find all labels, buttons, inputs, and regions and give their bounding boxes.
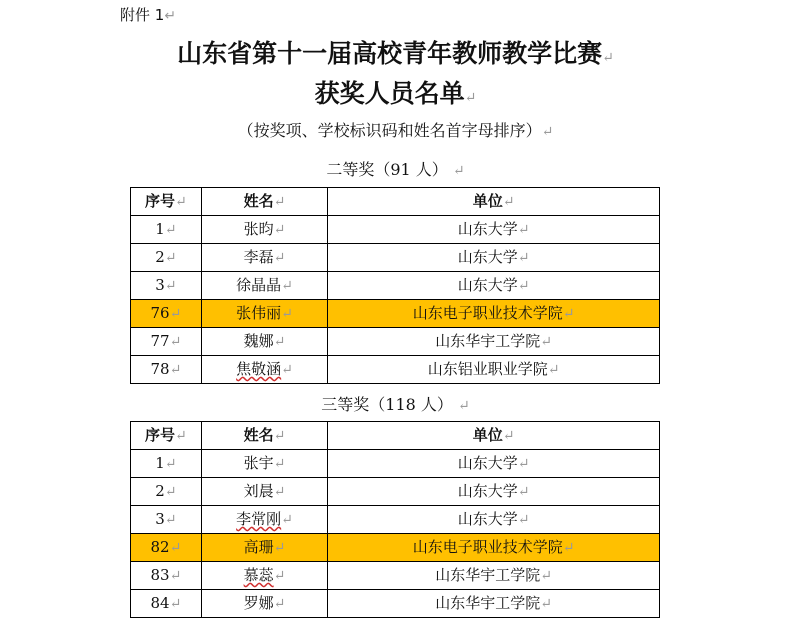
- cell-mark-icon: [274, 250, 286, 266]
- cell-name: [201, 450, 327, 478]
- cell-text: 82: [150, 538, 170, 556]
- cell-text: 山东大学: [457, 510, 518, 528]
- cell-mark-icon: [165, 456, 177, 472]
- cell-name: [201, 272, 327, 300]
- table-row: [131, 328, 660, 356]
- cell-text: 张伟丽: [236, 304, 282, 322]
- cell-name: [201, 534, 327, 562]
- cell-mark-icon: [563, 306, 575, 322]
- cell-mark-icon: [274, 456, 286, 472]
- cell-no: [131, 590, 202, 618]
- cell-mark-icon: [170, 334, 182, 350]
- cell-mark-icon: [274, 596, 286, 612]
- table-row: [131, 216, 660, 244]
- cell-unit: [328, 478, 660, 506]
- cell-mark-icon: [274, 222, 286, 238]
- cell-name: [201, 356, 327, 384]
- cell-name: [201, 506, 327, 534]
- cell-text: 山东华宇工学院: [435, 566, 541, 584]
- cell-text: 山东电子职业技术学院: [412, 304, 563, 322]
- cell-mark-icon: [274, 428, 286, 444]
- cell-mark-icon: [175, 194, 187, 210]
- cell-no: [131, 300, 202, 328]
- table-row: [131, 506, 660, 534]
- cell-text: 3: [155, 276, 165, 294]
- cell-text: 高珊: [243, 538, 274, 556]
- cell-mark-icon: [274, 334, 286, 350]
- third-prize-heading: 三等奖（118 人） ↵: [0, 392, 791, 415]
- cell-no: [131, 478, 202, 506]
- table-row-highlighted: [131, 534, 660, 562]
- cell-mark-icon: [281, 362, 293, 378]
- cell-text: 3: [155, 510, 165, 528]
- header-no: [131, 422, 202, 450]
- table-row-highlighted: [131, 300, 660, 328]
- header-unit: [328, 422, 660, 450]
- cell-mark-icon: [518, 222, 530, 238]
- cell-text: 山东华宇工学院: [435, 594, 541, 612]
- document-title-line2: 获奖人员名单 ↵: [0, 74, 791, 110]
- table-header-row: [131, 422, 660, 450]
- table-row: [131, 590, 660, 618]
- cell-text: 83: [150, 566, 170, 584]
- cell-mark-icon: [518, 456, 530, 472]
- cell-mark-icon: [170, 362, 182, 378]
- cell-unit: [328, 216, 660, 244]
- cell-text: 单位: [472, 426, 503, 444]
- cell-unit: [328, 244, 660, 272]
- cell-text: 山东大学: [457, 454, 518, 472]
- cell-text: 张昀: [243, 220, 274, 238]
- cell-text: 姓名: [243, 192, 274, 210]
- cell-mark-icon: [170, 568, 182, 584]
- cell-text: 山东大学: [457, 482, 518, 500]
- cell-text: 魏娜: [243, 332, 274, 350]
- cell-no: [131, 216, 202, 244]
- cell-unit: [328, 356, 660, 384]
- header-unit: [328, 188, 660, 216]
- cell-unit: [328, 328, 660, 356]
- cell-no: [131, 506, 202, 534]
- cell-text: 山东华宇工学院: [435, 332, 541, 350]
- table-row: [131, 356, 660, 384]
- cell-mark-icon: [274, 194, 286, 210]
- second-prize-table: [130, 187, 660, 384]
- cell-mark-icon: [518, 484, 530, 500]
- header-name: [201, 422, 327, 450]
- cell-text: 山东电子职业技术学院: [412, 538, 563, 556]
- cell-text: 2: [155, 248, 165, 266]
- cell-mark-icon: [274, 484, 286, 500]
- table-header-row: [131, 188, 660, 216]
- cell-mark-icon: [165, 512, 177, 528]
- cell-name: [201, 478, 327, 506]
- cell-no: [131, 328, 202, 356]
- cell-mark-icon: [540, 334, 552, 350]
- cell-mark-icon: [503, 428, 515, 444]
- cell-mark-icon: [281, 512, 293, 528]
- cell-text: 罗娜: [243, 594, 274, 612]
- cell-name: [201, 328, 327, 356]
- cell-no: [131, 450, 202, 478]
- cell-text: 77: [150, 332, 170, 350]
- paragraph-mark-icon: [465, 90, 477, 106]
- header-no: [131, 188, 202, 216]
- sort-note: （按奖项、学校标识码和姓名首字母排序） ↵: [0, 118, 791, 141]
- cell-text: 1: [155, 220, 165, 238]
- cell-no: [131, 534, 202, 562]
- cell-mark-icon: [274, 568, 286, 584]
- paragraph-mark-icon: [458, 398, 470, 414]
- cell-text: 单位: [472, 192, 503, 210]
- cell-text: 84: [150, 594, 170, 612]
- cell-mark-icon: [548, 362, 560, 378]
- cell-name: [201, 244, 327, 272]
- attachment-label: 附件 1 ↵: [120, 4, 176, 25]
- cell-mark-icon: [281, 278, 293, 294]
- cell-text: 山东大学: [457, 220, 518, 238]
- cell-mark-icon: [518, 250, 530, 266]
- cell-no: [131, 562, 202, 590]
- cell-no: [131, 272, 202, 300]
- cell-name: [201, 590, 327, 618]
- cell-text: 序号: [145, 192, 176, 210]
- cell-mark-icon: [170, 596, 182, 612]
- cell-unit: [328, 272, 660, 300]
- cell-mark-icon: [170, 306, 182, 322]
- third-prize-table: [130, 421, 660, 618]
- cell-mark-icon: [518, 512, 530, 528]
- table-row: [131, 478, 660, 506]
- cell-mark-icon: [175, 428, 187, 444]
- cell-text: 序号: [145, 426, 176, 444]
- cell-mark-icon: [165, 484, 177, 500]
- cell-mark-icon: [281, 306, 293, 322]
- cell-mark-icon: [165, 250, 177, 266]
- cell-text: 张宇: [243, 454, 274, 472]
- cell-mark-icon: [274, 540, 286, 556]
- cell-mark-icon: [518, 278, 530, 294]
- cell-mark-icon: [540, 596, 552, 612]
- cell-mark-icon: [165, 278, 177, 294]
- table-row: [131, 562, 660, 590]
- cell-unit: [328, 562, 660, 590]
- table-row: [131, 450, 660, 478]
- cell-text: 李磊: [243, 248, 274, 266]
- cell-text: 慕蕊: [243, 566, 274, 584]
- cell-text: 焦敬涵: [236, 360, 282, 378]
- paragraph-mark-icon: [164, 8, 176, 24]
- table-row: [131, 244, 660, 272]
- cell-unit: [328, 300, 660, 328]
- paragraph-mark-icon: [602, 50, 614, 66]
- cell-text: 刘晨: [243, 482, 274, 500]
- cell-name: [201, 562, 327, 590]
- cell-mark-icon: [563, 540, 575, 556]
- cell-mark-icon: [540, 568, 552, 584]
- cell-text: 山东大学: [457, 276, 518, 294]
- cell-unit: [328, 450, 660, 478]
- cell-text: 徐晶晶: [236, 276, 282, 294]
- paragraph-mark-icon: [542, 124, 554, 140]
- paragraph-mark-icon: [453, 163, 465, 179]
- cell-name: [201, 300, 327, 328]
- cell-text: 山东铝业职业学院: [427, 360, 548, 378]
- cell-no: [131, 244, 202, 272]
- cell-no: [131, 356, 202, 384]
- document-title-line1: 山东省第十一届高校青年教师教学比赛 ↵: [0, 34, 791, 70]
- cell-unit: [328, 506, 660, 534]
- cell-unit: [328, 534, 660, 562]
- cell-text: 78: [150, 360, 170, 378]
- cell-mark-icon: [165, 222, 177, 238]
- cell-name: [201, 216, 327, 244]
- header-name: [201, 188, 327, 216]
- cell-text: 李常刚: [236, 510, 282, 528]
- cell-text: 山东大学: [457, 248, 518, 266]
- second-prize-heading: 二等奖（91 人） ↵: [0, 157, 791, 180]
- cell-text: 2: [155, 482, 165, 500]
- table-row: [131, 272, 660, 300]
- cell-mark-icon: [503, 194, 515, 210]
- cell-text: 1: [155, 454, 165, 472]
- cell-text: 姓名: [243, 426, 274, 444]
- cell-mark-icon: [170, 540, 182, 556]
- cell-text: 76: [150, 304, 170, 322]
- cell-unit: [328, 590, 660, 618]
